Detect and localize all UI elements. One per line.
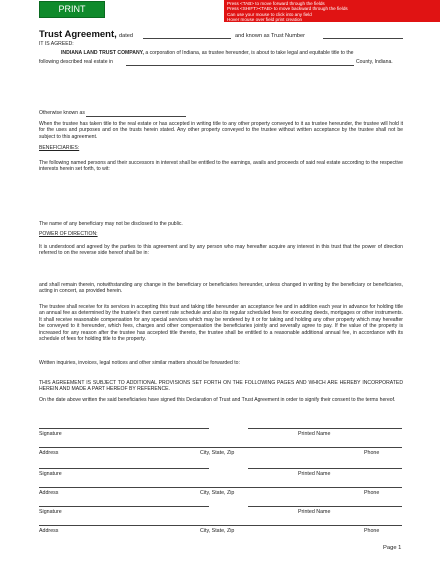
address-field[interactable] <box>39 525 402 526</box>
beneficiaries-heading: BENEFICIARIES: <box>39 145 80 151</box>
otherwise-label: Otherwise known as <box>39 110 85 116</box>
otherwise-field[interactable] <box>86 116 186 117</box>
signature-field[interactable] <box>39 468 209 469</box>
signature-field[interactable] <box>39 506 209 507</box>
intro-line <box>61 50 401 56</box>
signature-label: Signature <box>39 431 62 437</box>
paragraph-power: It is understood and agreed by the parties to this agreement and by any person who may hereafter acquire any interest in this trust that the power of direction referred to on the reverse side hereof shall be in: <box>39 244 403 257</box>
printed-name-label: Printed Name <box>298 431 331 437</box>
help-line: Can use your mouse to click into any field <box>227 11 312 17</box>
dated-label: dated <box>119 33 133 39</box>
agreed-label: IT IS AGREED: <box>39 41 74 47</box>
page-title: Trust Agreement, <box>39 29 117 40</box>
print-button[interactable]: PRINT <box>39 1 105 18</box>
phone-label: Phone <box>364 528 380 534</box>
trust-number-label: and known as Trust Number <box>235 33 305 39</box>
help-line: Press <TAB> to move forward through the fields <box>227 1 325 6</box>
paragraph-remain: and shall remain therein, notwithstanding any change in the beneficiary or beneficiaries hereunder, unless changed in writing by the beneficiary or beneficiaries, acting in concert, as provided herein. <box>39 282 403 295</box>
paragraph-fees: The trustee shall receive for its services in accepting this trust and taking title hereunder an acceptance fee and in addition each year in advance for holding title an annual fee as determined by the trustee's then current rate schedule and also its regular scheduled fees for executing deeds, mortgages or other instruments. It shall receive reasonable compensation for any special services which may be rendered by it or for taking and holding any other property which may hereafter be conveyed to it hereunder, which fees, charges and other compensation the beneficiaries jointly and severally agree to pay. If the value of the property is increased for any reason after the trustee has accepted title thereto, the trustee shall be entitled to a reasonable additional annual fee, in accordance with its schedule of fees for holding title to the property. <box>39 304 403 343</box>
paragraph-disclosure: The name of any beneficiary may not be disclosed to the public. <box>39 221 183 227</box>
printed-name-label: Printed Name <box>298 471 331 477</box>
address-label: Address <box>39 490 59 496</box>
help-notice <box>224 0 440 22</box>
power-heading: POWER OF DIRECTION: <box>39 231 98 237</box>
title-row <box>39 29 409 41</box>
address-label: Address <box>39 528 59 534</box>
signature-label: Signature <box>39 471 62 477</box>
real-estate-field[interactable] <box>126 65 354 66</box>
help-line: Hover mouse over field print creation <box>227 16 303 22</box>
address-field[interactable] <box>39 447 402 448</box>
city-state-zip-label: City, State, Zip <box>200 450 235 456</box>
signature-field[interactable] <box>39 428 209 429</box>
address-field[interactable] <box>39 487 402 488</box>
page-number: Page 1 <box>383 545 402 551</box>
city-state-zip-label: City, State, Zip <box>200 490 235 496</box>
printed-name-field[interactable] <box>248 428 402 429</box>
printed-name-label: Printed Name <box>298 509 331 515</box>
trust-number-field[interactable] <box>323 38 403 39</box>
paragraph-beneficiaries: The following named persons and their successors in interest shall be entitled to the earnings, avails and proceeds of said real estate according to the respective interests herein set forth, to wit: <box>39 160 403 173</box>
intro-text: a corporation of Indiana, as trustee hereunder, is about to take legal and equitable title to the <box>145 50 354 56</box>
address-label: Address <box>39 450 59 456</box>
date-field[interactable] <box>143 38 231 39</box>
company-name: INDIANA LAND TRUST COMPANY, <box>61 50 144 56</box>
county-label: County, Indiana. <box>356 59 393 65</box>
signature-label: Signature <box>39 509 62 515</box>
phone-label: Phone <box>364 450 380 456</box>
printed-name-field[interactable] <box>248 506 402 507</box>
paragraph-acceptance: When the trustee has taken title to the real estate or has accepted in writing title to any other property conveyed to it as trustee hereunder, the trustee will hold it for the uses and purposes and on the trusts herein stated. Any other property conveyed to the trustee without written acceptance by the trustee shall not be subject to this agreement. <box>39 121 403 140</box>
printed-name-field[interactable] <box>248 468 402 469</box>
city-state-zip-label: City, State, Zip <box>200 528 235 534</box>
help-line: Press <SHIFT><TAB> to move backward through the fields <box>227 6 348 12</box>
paragraph-consent: On the date above written the said beneficiaries have signed this Declaration of Trust and Trust Agreement in order to signify their consent to the terms hereof. <box>39 397 396 403</box>
phone-label: Phone <box>364 490 380 496</box>
real-estate-label: following described real estate in <box>39 59 113 65</box>
paragraph-inquiries: Written inquiries, invoices, legal notices and other similar matters should be forwarded to: <box>39 360 240 366</box>
paragraph-provisions: THIS AGREEMENT IS SUBJECT TO ADDITIONAL PROVISIONS SET FORTH ON THE FOLLOWING PAGES AND WHICH ARE HEREBY INCORPORATED HEREIN AND MADE A PART HEREOF BY REFERENCE. <box>39 380 403 393</box>
